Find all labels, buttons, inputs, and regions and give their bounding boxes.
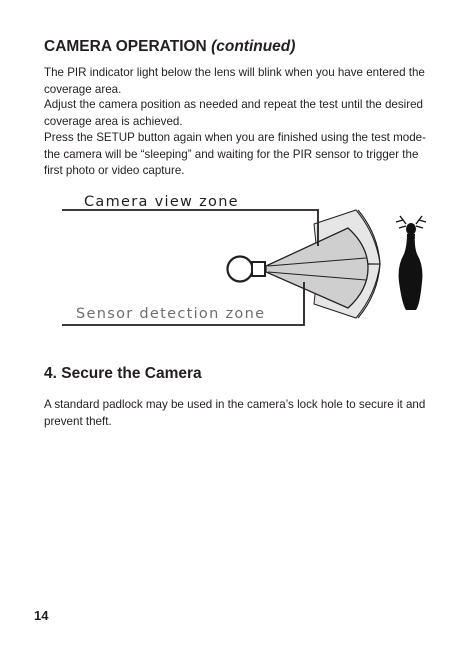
camera-icon (228, 257, 266, 282)
heading-main: CAMERA OPERATION (44, 38, 207, 55)
page-number: 14 (34, 608, 49, 623)
heading-suffix: (continued) (211, 38, 296, 55)
camera-view-label: Camera view zone (84, 194, 239, 210)
sensor-detection-label: Sensor detection zone (76, 306, 266, 322)
section-heading-secure-camera: 4. Secure the Camera (44, 365, 202, 382)
deer-silhouette-icon (396, 216, 426, 310)
paragraph-padlock: A standard padlock may be used in the camera’s lock hole to secure it and prevent theft. (44, 398, 426, 428)
paragraph-adjust-position: Adjust the camera position as needed and repeat the test until the desired coverage area is achieved. (44, 98, 423, 128)
page-heading (44, 38, 295, 56)
paragraph-setup-button: Press the SETUP button again when you are finished using the test mode- the camera will be “sleeping” and waiting for the PIR sensor to trigger the first photo or video capture. (44, 131, 426, 177)
camera-view-label-line (62, 210, 318, 246)
paragraph-pir-indicator: The PIR indicator light below the lens will blink when you have entered the coverage area. (44, 66, 425, 96)
coverage-diagram (56, 186, 436, 338)
